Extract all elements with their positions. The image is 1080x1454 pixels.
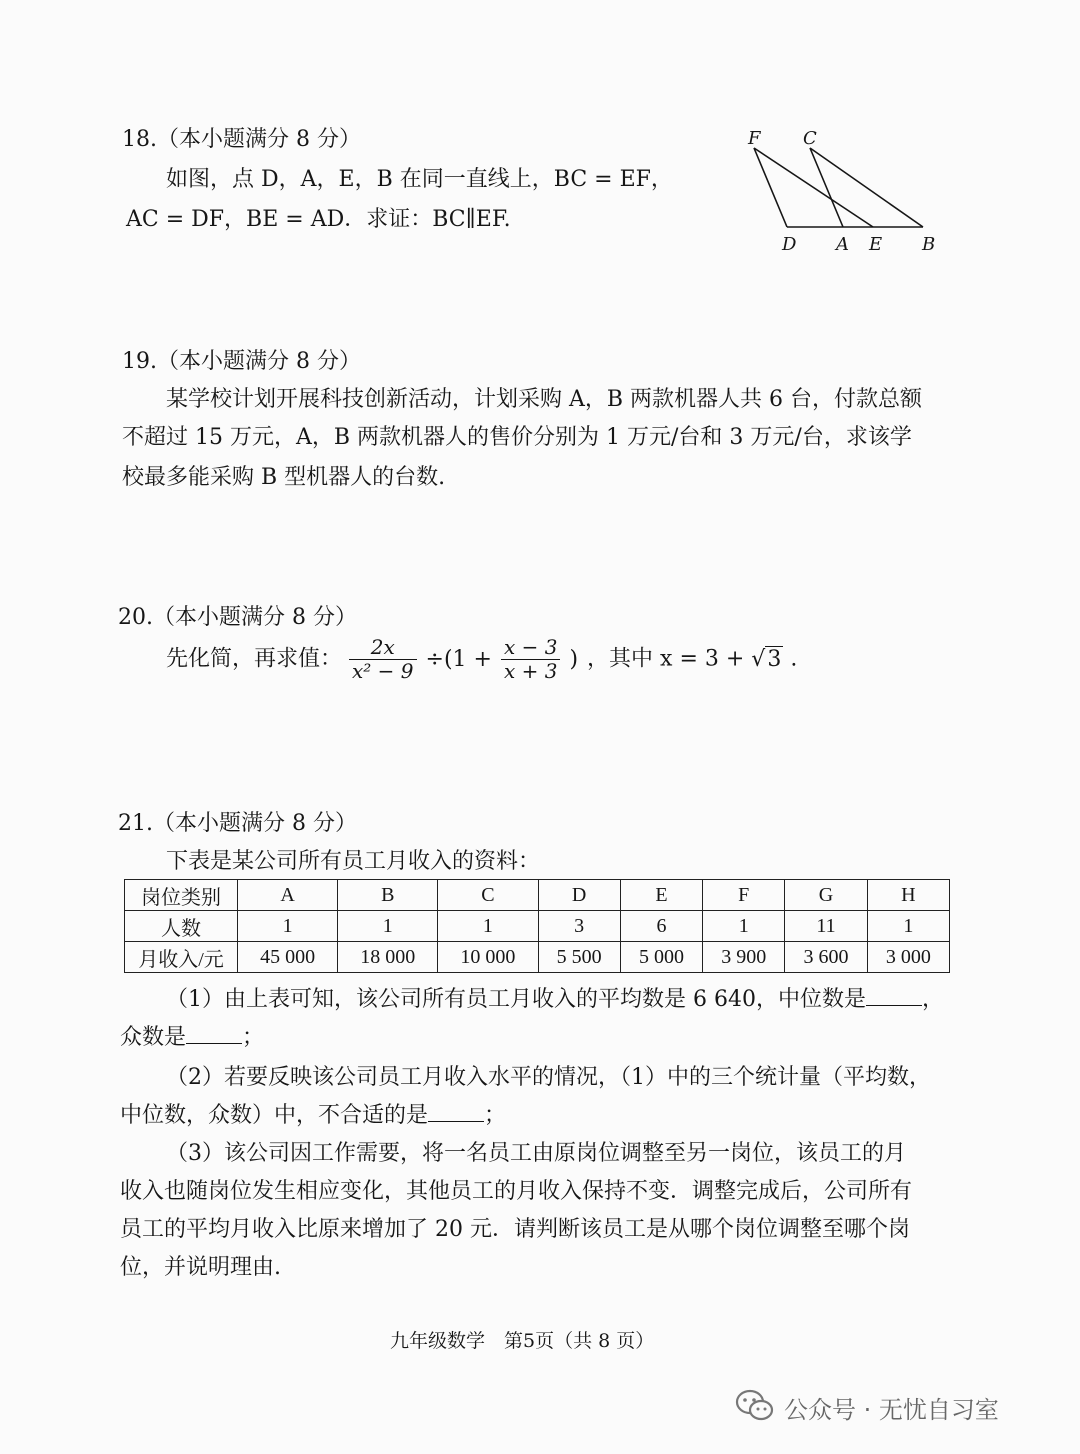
table-cell: C (438, 880, 538, 911)
income-table (124, 879, 950, 973)
label-e: E (869, 234, 883, 255)
triangle-figure (740, 120, 950, 260)
table-cell: 1 (338, 911, 438, 942)
q21-part1-text: （1）由上表可知，该公司所有员工月收入的平均数是 6 640，中位数是 (166, 987, 866, 1012)
label-d: D (782, 234, 797, 255)
table-cell: 18 000 (338, 942, 438, 973)
table-cell: 1 (703, 911, 785, 942)
table-cell: H (867, 880, 949, 911)
table-cell: 6 (620, 911, 702, 942)
q21-part2-end: ； (484, 1103, 507, 1128)
q18-heading: 18.（本小题满分 8 分） (122, 127, 361, 152)
q19-line-2: 不超过 15 万元，A，B 两款机器人的售价分别为 1 万元/台和 3 万元/台，求该学 (122, 425, 912, 450)
segment-fe (754, 148, 873, 227)
fraction-2x-over-x2-9 (349, 636, 417, 683)
table-cell: 5 500 (538, 942, 620, 973)
q21-mode-text: 众数是 (120, 1025, 187, 1050)
table-cell: A (238, 880, 338, 911)
q20-end: . (790, 646, 798, 672)
table-cell: 岗位类别 (125, 880, 238, 911)
q21-heading: 21.（本小题满分 8 分） (118, 811, 357, 836)
wechat-icon (735, 1388, 775, 1424)
table-cell: E (620, 880, 702, 911)
q21-part3-line2: 收入也随岗位发生相应变化，其他员工的月收入保持不变．调整完成后，公司所有 (120, 1179, 913, 1204)
mode-answer-blank[interactable] (186, 1021, 242, 1044)
table-cell: F (703, 880, 785, 911)
radicand: 3 (767, 646, 782, 672)
table-cell: 1 (867, 911, 949, 942)
table-cell: 人数 (125, 911, 238, 942)
frac2-denominator: x + 3 (503, 659, 558, 683)
q21-part1-end: ， (921, 987, 944, 1012)
unsuitable-answer-blank[interactable] (428, 1099, 484, 1122)
q21-intro: 下表是某公司所有员工月收入的资料： (166, 849, 541, 874)
watermark-text: 公众号 · 无忧自习室 (784, 1396, 999, 1424)
q20-expression (166, 636, 797, 683)
q19-heading: 19.（本小题满分 8 分） (122, 349, 361, 374)
close-paren: ) (569, 646, 579, 672)
table-cell: 5 000 (620, 942, 702, 973)
q20-where: ，其中 x = 3 + (587, 646, 745, 672)
table-cell: 11 (785, 911, 867, 942)
page-footer: 九年级数学 第5页（共 8 页） (390, 1330, 655, 1352)
label-c: C (803, 128, 817, 149)
frac1-denominator: x² − 9 (352, 659, 414, 683)
q21-part1-line2 (120, 1020, 264, 1051)
table-cell: B (338, 880, 438, 911)
sqrt-3 (751, 647, 783, 672)
q18-line-2: AC = DF，BE = AD．求证：BC∥EF. (126, 207, 511, 232)
table-cell: 1 (438, 911, 538, 942)
q21-part3-line4: 位，并说明理由. (120, 1255, 281, 1280)
sqrt-sign: √ (751, 646, 766, 672)
fraction-x-3-over-x-3 (501, 636, 560, 683)
q21-part2-line2 (120, 1098, 506, 1129)
frac1-numerator: 2x (349, 636, 417, 660)
median-answer-blank[interactable] (866, 983, 922, 1006)
q20-prefix: 先化简，再求值： (166, 646, 343, 672)
q21-part2-text: 中位数，众数）中，不合适的是 (120, 1103, 429, 1128)
q18-line-1: 如图，点 D，A，E，B 在同一直线上，BC = EF， (166, 167, 673, 192)
table-cell: 10 000 (438, 942, 538, 973)
label-f: F (748, 128, 761, 149)
table-row (125, 880, 950, 911)
table-cell: G (785, 880, 867, 911)
label-b: B (922, 234, 936, 255)
table-cell: 3 600 (785, 942, 867, 973)
q21-mode-end: ； (242, 1025, 265, 1050)
table-cell: 1 (238, 911, 338, 942)
frac2-numerator: x − 3 (501, 636, 560, 660)
table-cell: 3 000 (867, 942, 949, 973)
divide-open: ÷(1 + (425, 646, 492, 672)
table-cell: 45 000 (238, 942, 338, 973)
label-a: A (836, 234, 849, 255)
table-cell: 月收入/元 (125, 942, 238, 973)
table-row (125, 911, 950, 942)
table-row (125, 942, 950, 973)
q19-line-1: 某学校计划开展科技创新活动，计划采购 A，B 两款机器人共 6 台，付款总额 (166, 387, 923, 412)
q21-part2-line1: （2）若要反映该公司员工月收入水平的情况，（1）中的三个统计量（平均数， (166, 1065, 931, 1090)
table-cell: 3 (538, 911, 620, 942)
q19-line-3: 校最多能采购 B 型机器人的台数. (122, 465, 446, 490)
table-cell: D (538, 880, 620, 911)
q20-heading: 20.（本小题满分 8 分） (118, 605, 357, 630)
table-cell: 3 900 (703, 942, 785, 973)
q21-part3-line1: （3）该公司因工作需要，将一名员工由原岗位调整至另一岗位，该员工的月 (166, 1141, 906, 1166)
q21-part1-line1 (166, 982, 944, 1013)
q21-part3-line3: 员工的平均月收入比原来增加了 20 元．请判断该员工是从哪个岗位调整至哪个岗 (120, 1217, 910, 1242)
